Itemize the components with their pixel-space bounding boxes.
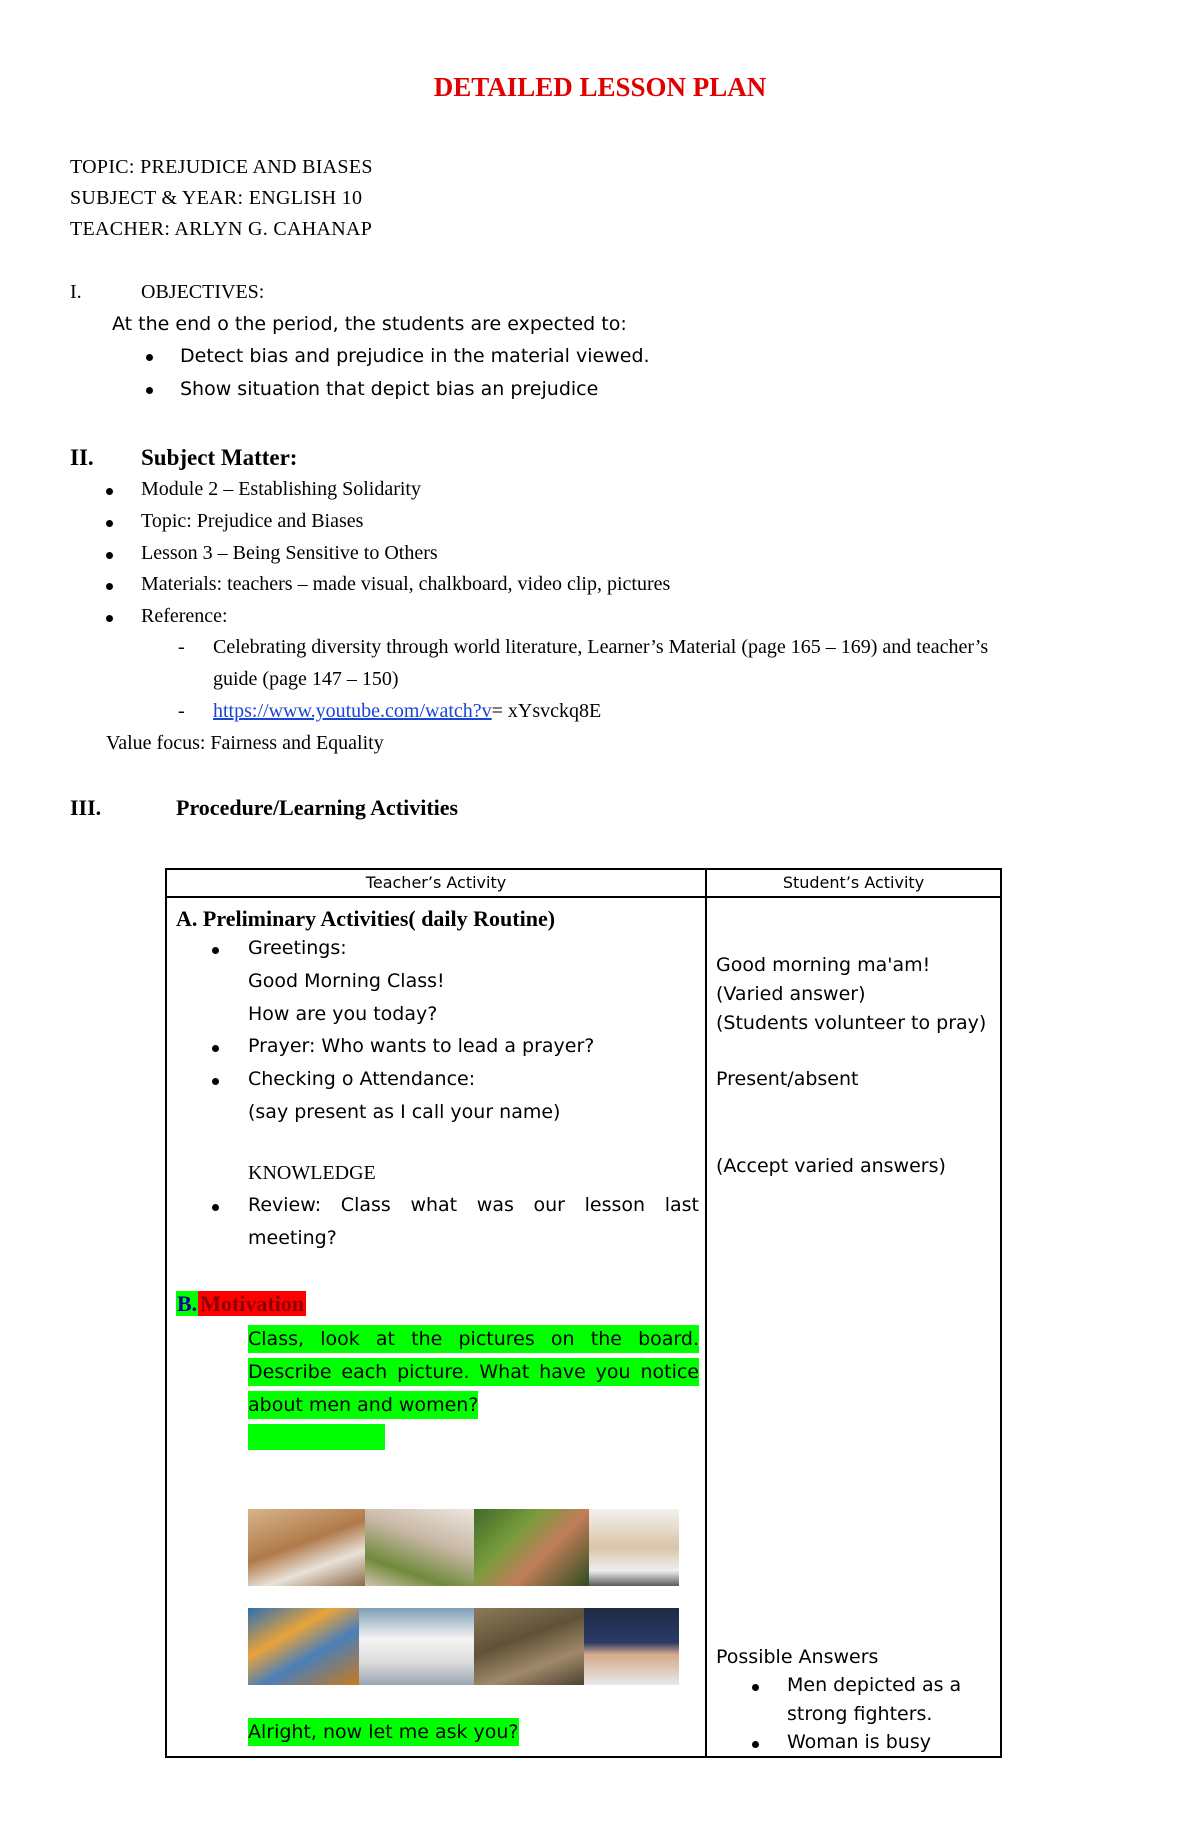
student-answer: (Students volunteer to pray) bbox=[716, 1012, 987, 1034]
review-line: Review: Class what was our lesson last bbox=[248, 1194, 699, 1216]
bullet-icon bbox=[106, 552, 113, 559]
teacher-activity-cell bbox=[166, 897, 706, 1757]
woman-gardening-photo bbox=[474, 1509, 589, 1586]
subject-matter-item: Topic: Prejudice and Biases bbox=[141, 510, 364, 532]
youtube-link[interactable]: https://www.youtube.com/watch?v bbox=[213, 700, 492, 722]
subject-matter-item: Module 2 – Establishing Solidarity bbox=[141, 478, 421, 500]
men-pictures bbox=[248, 1608, 679, 1685]
reference-1-line-1: Celebrating diversity through world literature, Learner’s Material (page 165 – 169) and teacher’s bbox=[213, 636, 989, 658]
subject-matter-heading: Subject Matter: bbox=[141, 445, 298, 470]
bullet-icon bbox=[106, 615, 113, 622]
possible-answer: strong fighters. bbox=[787, 1703, 933, 1725]
bullet-icon bbox=[212, 1045, 219, 1052]
preliminary-heading: A. Preliminary Activities( daily Routine) bbox=[176, 906, 556, 931]
subject-matter-item: Lesson 3 – Being Sensitive to Others bbox=[141, 542, 438, 564]
student-activity-cell bbox=[706, 897, 1001, 1757]
subject-matter-item: Materials: teachers – made visual, chalkboard, video clip, pictures bbox=[141, 573, 671, 595]
bullet-icon bbox=[106, 583, 113, 590]
procedure-table bbox=[165, 868, 1002, 1758]
bullet-icon bbox=[146, 354, 153, 361]
greetings-line: Good Morning Class! bbox=[248, 970, 445, 992]
motivation-line: about men and women? bbox=[248, 1391, 478, 1419]
reference-2 bbox=[213, 700, 601, 723]
prayer-line: Prayer: Who wants to lead a prayer? bbox=[248, 1035, 595, 1057]
subject-matter-number: II. bbox=[70, 445, 94, 470]
bullet-icon bbox=[212, 947, 219, 954]
review-line: meeting? bbox=[248, 1227, 337, 1249]
attendance-note: (say present as I call your name) bbox=[248, 1101, 561, 1123]
reference-1-line-2: guide (page 147 – 150) bbox=[213, 668, 399, 690]
dash-icon: - bbox=[178, 636, 185, 658]
greetings-label: Greetings: bbox=[248, 937, 347, 959]
objective-item: Show situation that depict bias an prejudice bbox=[180, 378, 599, 400]
objectives-intro: At the end o the period, the students are expected to: bbox=[112, 313, 627, 335]
navy-parade-photo bbox=[359, 1608, 474, 1685]
bullet-icon bbox=[752, 1741, 759, 1748]
subject-year-line: SUBJECT & YEAR: ENGLISH 10 bbox=[70, 187, 363, 209]
student-answer: Present/absent bbox=[716, 1068, 859, 1090]
closing-question: Alright, now let me ask you? bbox=[248, 1718, 519, 1746]
motivation-heading bbox=[176, 1290, 306, 1318]
objective-item: Detect bias and prejudice in the material viewed. bbox=[180, 345, 650, 367]
value-focus: Value focus: Fairness and Equality bbox=[106, 732, 384, 754]
bullet-icon bbox=[212, 1204, 219, 1211]
bullet-icon bbox=[212, 1078, 219, 1085]
student-activity-header: Student’s Activity bbox=[706, 869, 1001, 897]
woman-cooking-photo bbox=[365, 1509, 474, 1586]
objectives-heading: OBJECTIVES: bbox=[141, 281, 265, 303]
bullet-icon bbox=[106, 520, 113, 527]
motivation-letter: B. bbox=[177, 1291, 198, 1316]
highlight-blank bbox=[248, 1424, 385, 1450]
possible-answer: Men depicted as a bbox=[787, 1674, 962, 1696]
student-answer: (Accept varied answers) bbox=[716, 1155, 946, 1177]
dash-icon: - bbox=[178, 700, 185, 722]
knowledge-label: KNOWLEDGE bbox=[248, 1162, 376, 1184]
procedure-number: III. bbox=[70, 795, 102, 820]
student-answer: Good morning ma'am! bbox=[716, 954, 931, 976]
student-answer: (Varied answer) bbox=[716, 983, 866, 1005]
teacher-line: TEACHER: ARLYN G. CAHANAP bbox=[70, 218, 373, 240]
youtube-link-tail: = xYsvckq8E bbox=[491, 700, 602, 722]
bullet-icon bbox=[146, 387, 153, 394]
soldiers-photo bbox=[474, 1608, 584, 1685]
woman-cleaning-photo bbox=[248, 1509, 365, 1586]
possible-answers-label: Possible Answers bbox=[716, 1646, 879, 1668]
woman-kitchen-photo bbox=[589, 1509, 679, 1586]
teacher-activity-header: Teacher’s Activity bbox=[166, 869, 706, 897]
motivation-title: Motivation bbox=[200, 1291, 305, 1316]
motivation-line: Class, look at the pictures on the board. bbox=[248, 1325, 699, 1353]
objectives-number: I. bbox=[70, 281, 82, 303]
possible-answer: Woman is busy bbox=[787, 1731, 931, 1753]
greetings-line: How are you today? bbox=[248, 1003, 438, 1025]
page-title: DETAILED LESSON PLAN bbox=[433, 72, 767, 102]
workers-photo bbox=[248, 1608, 359, 1685]
women-pictures bbox=[248, 1509, 679, 1586]
procedure-heading: Procedure/Learning Activities bbox=[176, 795, 459, 820]
subject-matter-item: Reference: bbox=[141, 605, 228, 627]
bullet-icon bbox=[752, 1684, 759, 1691]
police-officer-photo bbox=[584, 1608, 679, 1685]
bullet-icon bbox=[106, 488, 113, 495]
topic-line: TOPIC: PREJUDICE AND BIASES bbox=[70, 156, 373, 178]
motivation-line: Describe each picture. What have you notice bbox=[248, 1358, 699, 1386]
attendance-line: Checking o Attendance: bbox=[248, 1068, 476, 1090]
